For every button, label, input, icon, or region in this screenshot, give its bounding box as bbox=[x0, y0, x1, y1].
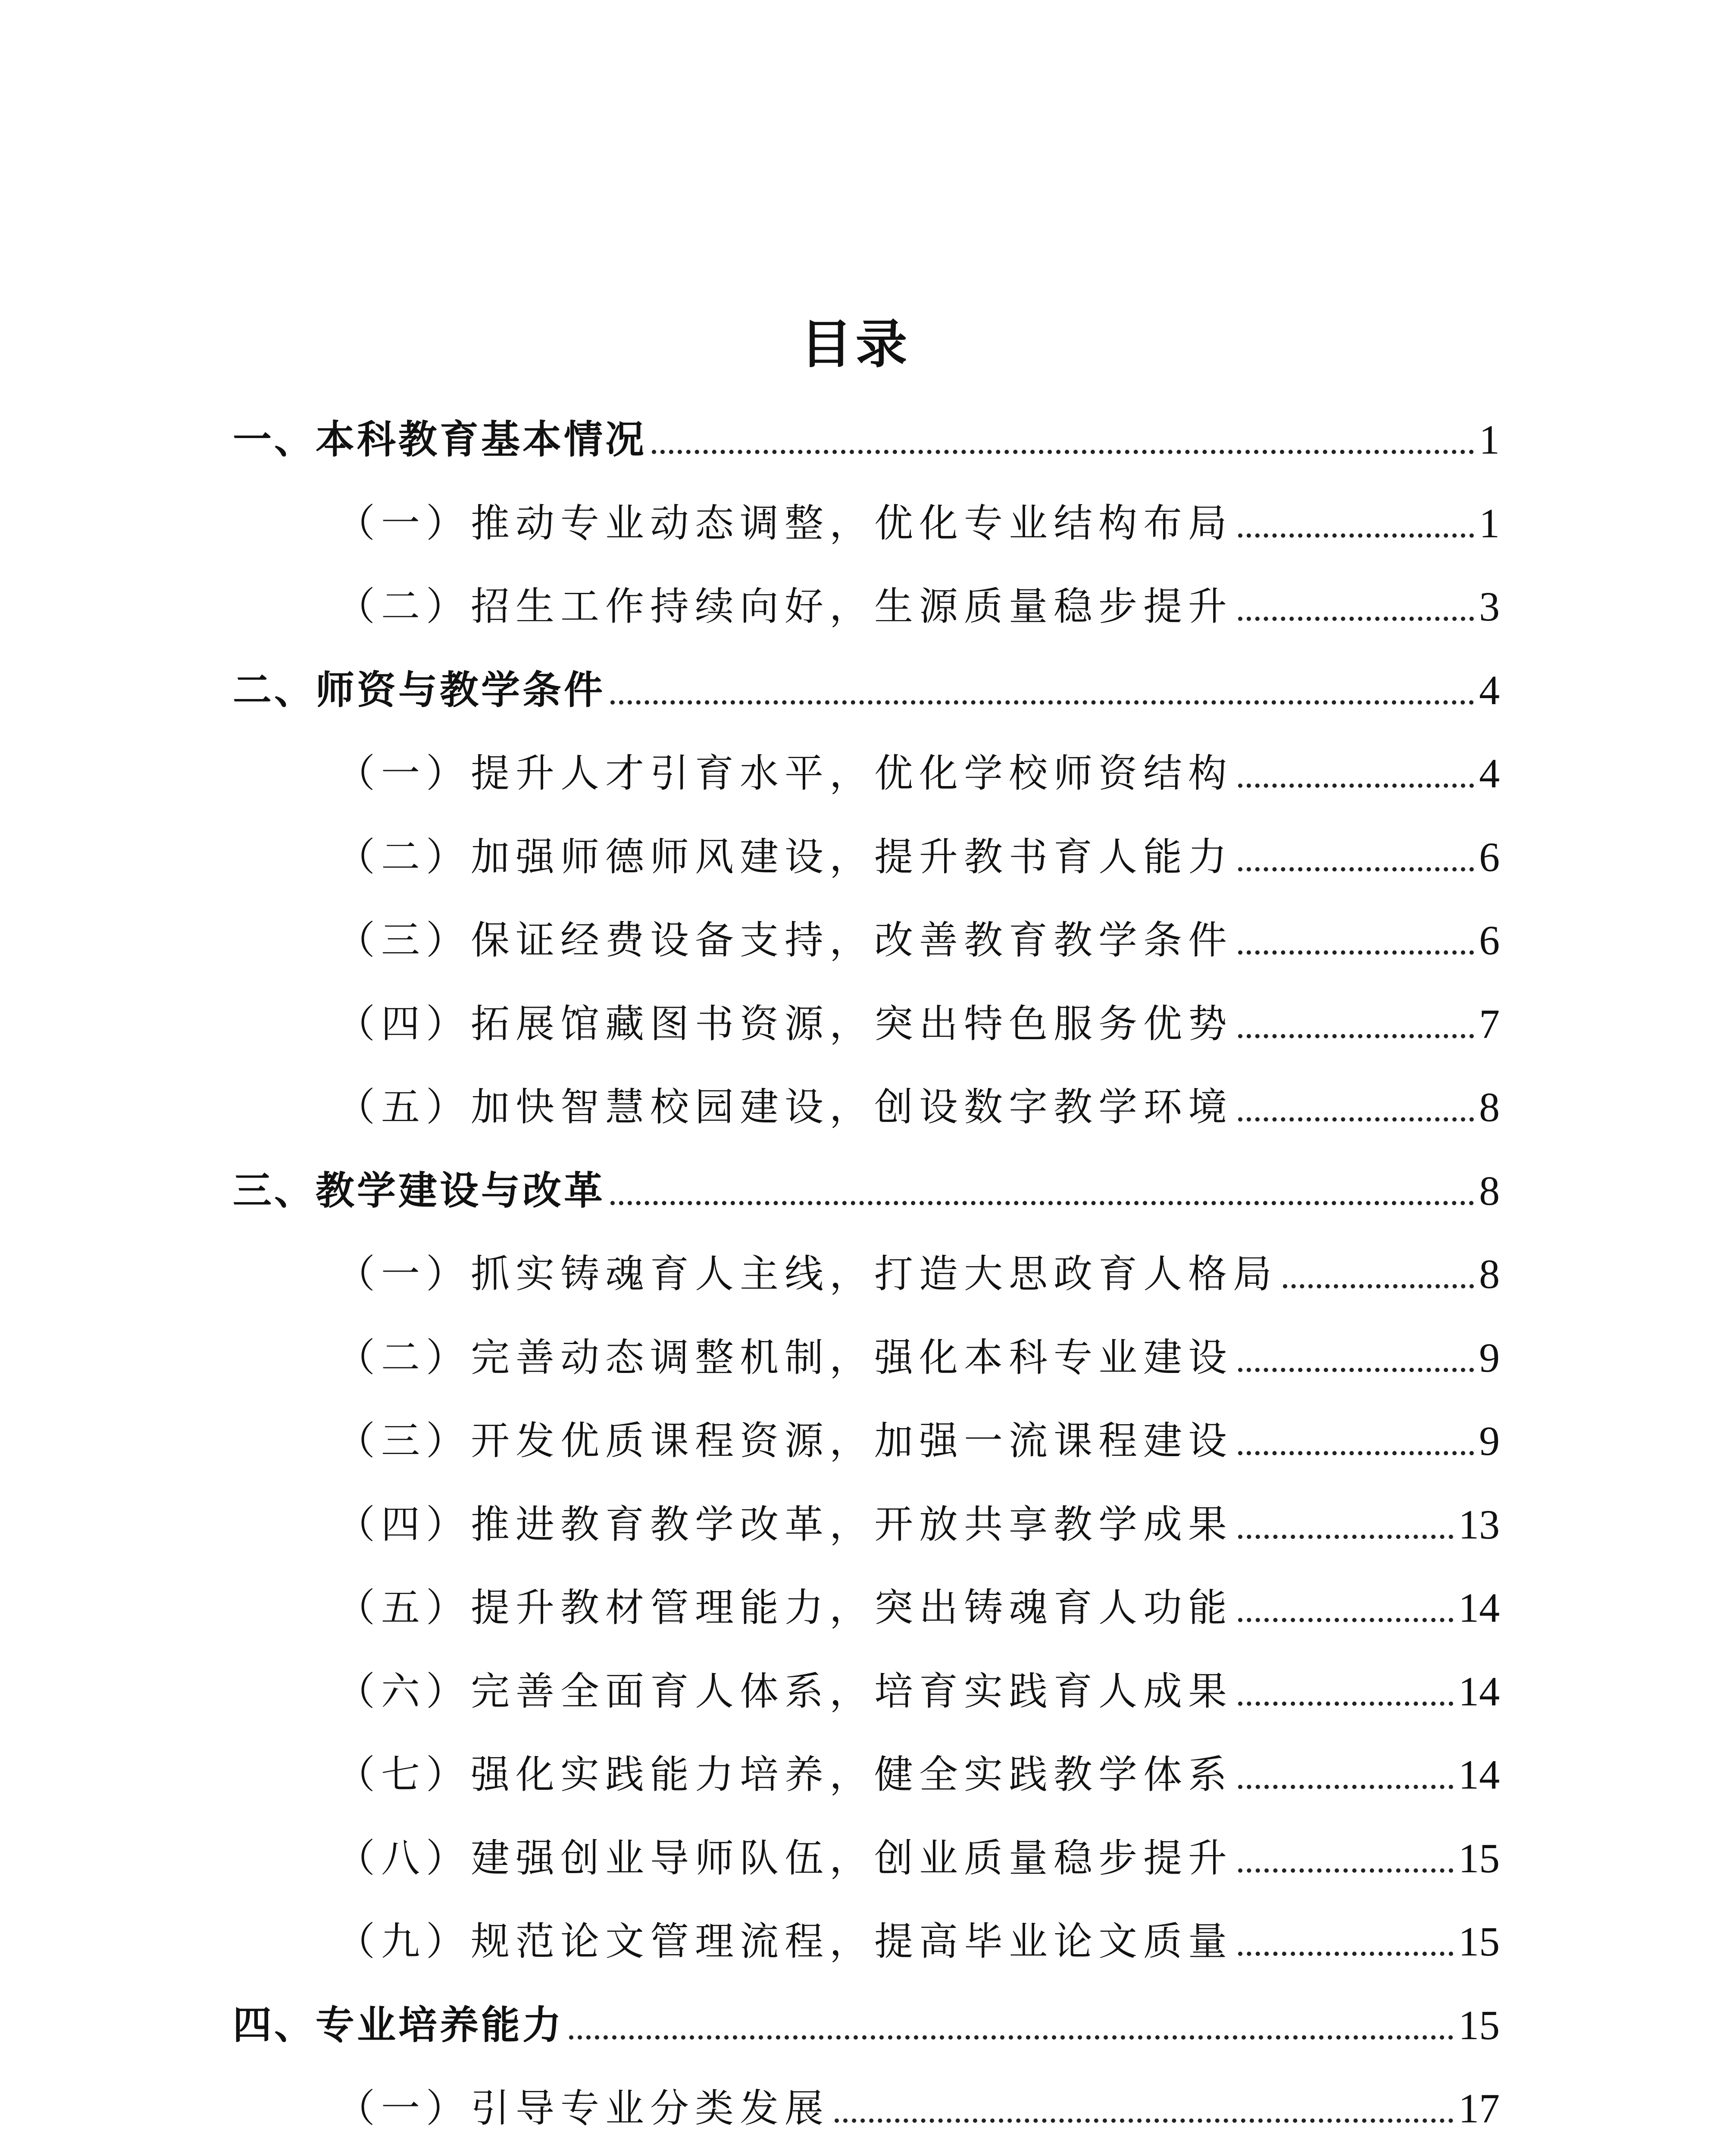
toc-section-entry bbox=[0, 662, 1711, 714]
toc-entry-label: 二、师资与教学条件 bbox=[233, 667, 605, 713]
toc-subsection-entry bbox=[0, 495, 1711, 547]
toc-dot-leader bbox=[1238, 948, 1474, 955]
toc-dot-leader bbox=[610, 698, 1474, 705]
toc-entry-line bbox=[233, 1997, 1500, 2049]
toc-subsection-entry bbox=[0, 996, 1711, 1048]
toc-subsection-entry bbox=[0, 1497, 1711, 1548]
toc-section-entry bbox=[0, 1997, 1711, 2049]
toc-dot-leader bbox=[1238, 1448, 1474, 1455]
toc-dot-leader bbox=[1238, 1699, 1453, 1706]
toc-page-number: 8 bbox=[1479, 1168, 1500, 1214]
toc-entry-line bbox=[336, 1664, 1500, 1715]
toc-entry-line bbox=[233, 412, 1500, 464]
toc-section-entry bbox=[0, 1163, 1711, 1215]
toc-dot-leader bbox=[1238, 781, 1474, 788]
toc-entry-label: （六）完善全面育人体系，培育实践育人成果 bbox=[336, 1669, 1233, 1714]
toc-subsection-entry bbox=[0, 2081, 1711, 2132]
toc-entry-label: （四）拓展馆藏图书资源，突出特色服务优势 bbox=[336, 1001, 1233, 1047]
toc-entry-label: （一）抓实铸魂育人主线，打造大思政育人格局 bbox=[336, 1251, 1278, 1297]
toc-page-number: 14 bbox=[1458, 1668, 1500, 1714]
toc-dot-leader bbox=[1238, 1365, 1474, 1372]
toc-dot-leader bbox=[1238, 1115, 1474, 1122]
toc-subsection-entry bbox=[0, 1330, 1711, 1382]
toc-page-number: 4 bbox=[1479, 667, 1500, 713]
toc-entry-line bbox=[336, 2081, 1500, 2132]
toc-entry-label: （四）推进教育教学改革，开放共享教学成果 bbox=[336, 1502, 1233, 1547]
toc-subsection-entry bbox=[0, 912, 1711, 964]
toc-subsection-entry bbox=[0, 1079, 1711, 1131]
toc-dot-leader bbox=[1238, 865, 1474, 871]
toc-dot-leader bbox=[1238, 1615, 1453, 1622]
toc-subsection-entry bbox=[0, 1246, 1711, 1298]
toc-page-number: 3 bbox=[1479, 583, 1500, 630]
toc-entry-line bbox=[336, 1413, 1500, 1465]
toc-entry-line bbox=[336, 829, 1500, 881]
toc-entry-label: 一、本科教育基本情况 bbox=[233, 417, 647, 462]
toc-dot-leader bbox=[1283, 1282, 1474, 1288]
toc-entry-label: （一）推动专业动态调整，优化专业结构布局 bbox=[336, 501, 1233, 546]
toc-entry-label: 四、专业培养能力 bbox=[233, 2002, 564, 2048]
toc-page-number: 4 bbox=[1479, 750, 1500, 796]
toc-entry-line bbox=[336, 1747, 1500, 1799]
toc-entry-label: （五）提升教材管理能力，突出铸魂育人功能 bbox=[336, 1585, 1233, 1630]
toc-subsection-entry bbox=[0, 829, 1711, 881]
toc-page-number: 8 bbox=[1479, 1084, 1500, 1130]
toc-entry-label: （八）建强创业导师队伍，创业质量稳步提升 bbox=[336, 1836, 1233, 1881]
toc-dot-leader bbox=[1238, 531, 1474, 538]
toc-page-number: 9 bbox=[1479, 1418, 1500, 1464]
toc-page-number: 1 bbox=[1479, 417, 1500, 463]
toc-entry-line bbox=[336, 1330, 1500, 1382]
toc-section-entry bbox=[0, 412, 1711, 464]
toc-entry-label: （二）招生工作持续向好，生源质量稳步提升 bbox=[336, 584, 1233, 629]
toc-page-number: 13 bbox=[1458, 1501, 1500, 1548]
toc-subsection-entry bbox=[0, 1413, 1711, 1465]
toc-entry-line bbox=[233, 1163, 1500, 1215]
toc-entry-label: （五）加快智慧校园建设，创设数字教学环境 bbox=[336, 1084, 1233, 1130]
toc-page-number: 15 bbox=[1458, 1835, 1500, 1881]
toc-entry-line bbox=[336, 579, 1500, 630]
toc-subsection-entry bbox=[0, 1830, 1711, 1882]
toc-dot-leader bbox=[1238, 1866, 1453, 1873]
toc-page-number: 6 bbox=[1479, 834, 1500, 880]
toc-title: 目录 bbox=[800, 315, 911, 375]
toc-page-number: 6 bbox=[1479, 917, 1500, 963]
toc-entry-line bbox=[336, 1079, 1500, 1131]
toc-entry-line bbox=[336, 996, 1500, 1048]
toc-entry-line bbox=[336, 1497, 1500, 1548]
toc-entry-line bbox=[336, 495, 1500, 547]
toc-dot-leader bbox=[1238, 614, 1474, 621]
toc-entry-label: （三）保证经费设备支持，改善教育教学条件 bbox=[336, 918, 1233, 963]
toc-page-number: 9 bbox=[1479, 1335, 1500, 1381]
toc-dot-leader bbox=[652, 447, 1474, 454]
toc-entry-line bbox=[336, 1580, 1500, 1632]
toc-page-number: 15 bbox=[1458, 1918, 1500, 1965]
toc-subsection-entry bbox=[0, 746, 1711, 797]
toc-entry-line bbox=[336, 912, 1500, 964]
toc-subsection-entry bbox=[0, 579, 1711, 630]
toc-entry-line bbox=[336, 1246, 1500, 1298]
toc-subsection-entry bbox=[0, 1747, 1711, 1799]
toc-entry-label: （三）开发优质课程资源，加强一流课程建设 bbox=[336, 1418, 1233, 1463]
toc-entry-line bbox=[233, 662, 1500, 714]
toc-entry-label: 三、教学建设与改革 bbox=[233, 1168, 605, 1213]
toc-page-number: 14 bbox=[1458, 1752, 1500, 1798]
toc-entry-line bbox=[336, 746, 1500, 797]
toc-entry-label: （七）强化实践能力培养，健全实践教学体系 bbox=[336, 1752, 1233, 1797]
toc-entry-label: （一）引导专业分类发展 bbox=[336, 2086, 829, 2131]
toc-dot-leader bbox=[1238, 1782, 1453, 1789]
toc-page-number: 17 bbox=[1458, 2085, 1500, 2131]
toc-subsection-entry bbox=[0, 1664, 1711, 1715]
toc-page-number: 14 bbox=[1458, 1585, 1500, 1631]
toc-subsection-entry bbox=[0, 1914, 1711, 1965]
toc-dot-leader bbox=[569, 2033, 1453, 2040]
toc-entry-label: （二）完善动态调整机制，强化本科专业建设 bbox=[336, 1335, 1233, 1380]
toc-page-number: 8 bbox=[1479, 1251, 1500, 1297]
toc-entry-label: （二）加强师德师风建设，提升教书育人能力 bbox=[336, 834, 1233, 880]
toc-entry-line bbox=[336, 1914, 1500, 1965]
toc-page-number: 15 bbox=[1458, 2002, 1500, 2048]
toc-page-number: 7 bbox=[1479, 1001, 1500, 1047]
toc-entry-label: （九）规范论文管理流程，提高毕业论文质量 bbox=[336, 1919, 1233, 1964]
toc-dot-leader bbox=[1238, 1949, 1453, 1956]
toc-dot-leader bbox=[1238, 1031, 1474, 1038]
toc-dot-leader bbox=[835, 2116, 1453, 2123]
toc-entry-line bbox=[336, 1830, 1500, 1882]
toc-dot-leader bbox=[610, 1198, 1474, 1205]
toc-subsection-entry bbox=[0, 1580, 1711, 1632]
toc-dot-leader bbox=[1238, 1532, 1453, 1539]
toc-entry-label: （一）提升人才引育水平，优化学校师资结构 bbox=[336, 751, 1233, 796]
toc-page-number: 1 bbox=[1479, 500, 1500, 546]
